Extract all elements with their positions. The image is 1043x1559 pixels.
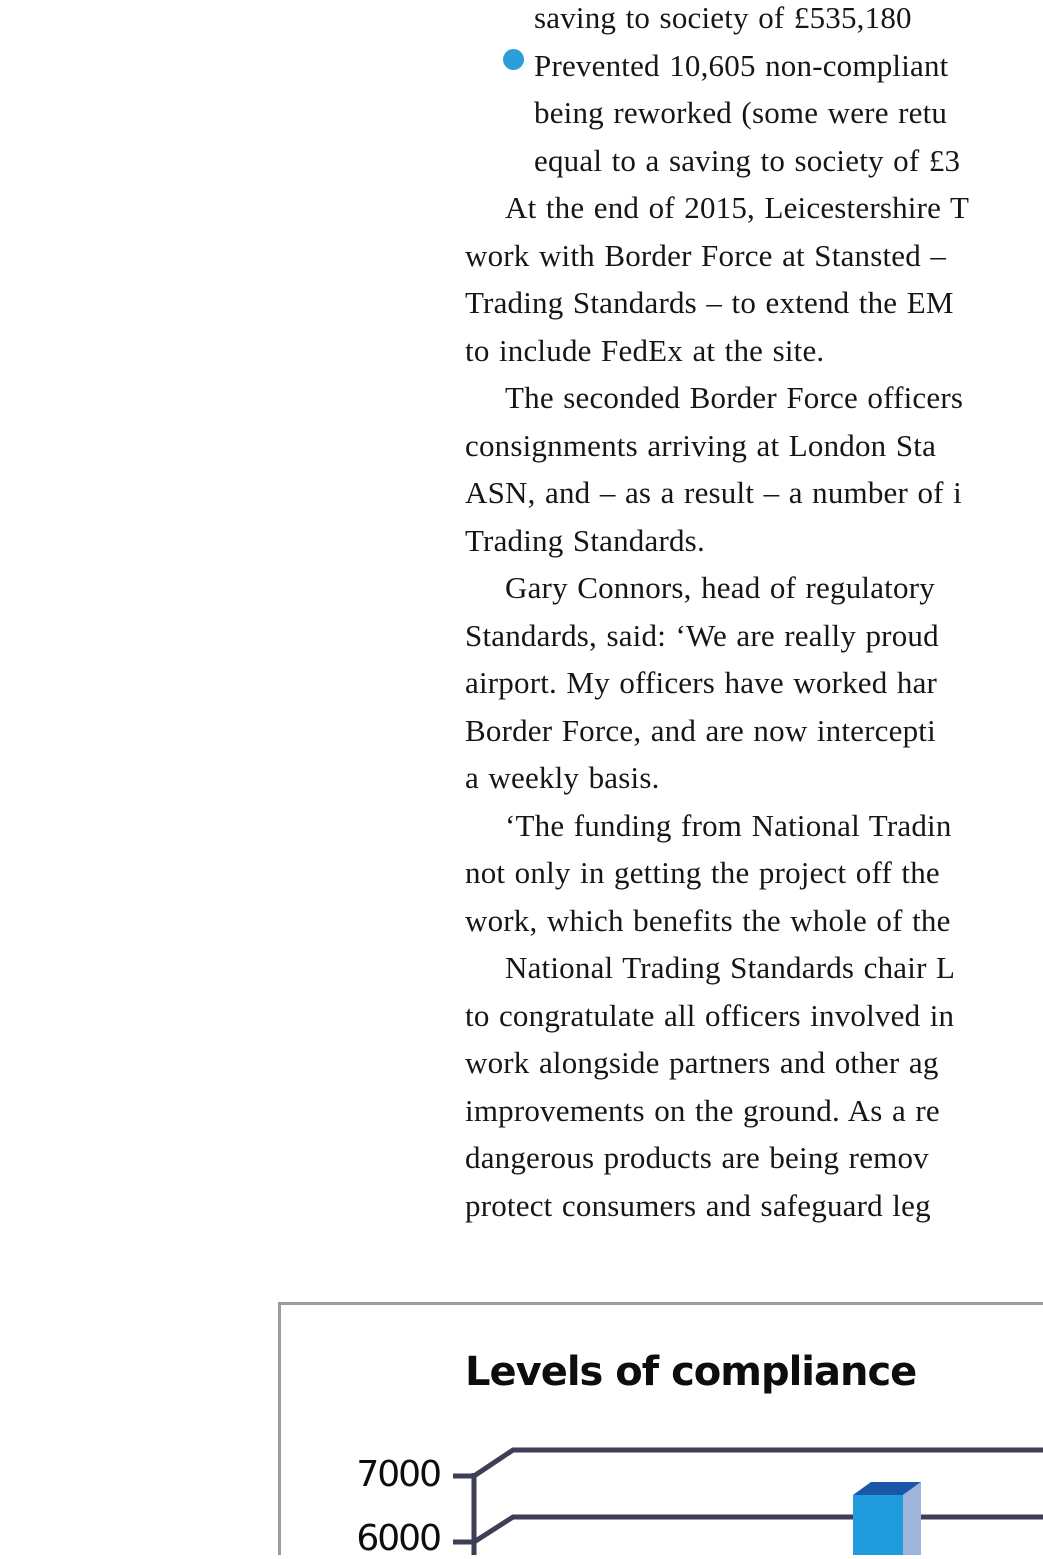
article-line: The seconded Border Force officers bbox=[505, 380, 964, 415]
article-line: equal to a saving to society of £3 bbox=[534, 143, 961, 178]
chart-gridlines bbox=[453, 1450, 1043, 1555]
article-line: a weekly basis. bbox=[465, 760, 660, 795]
article-line: protect consumers and safeguard leg bbox=[465, 1188, 931, 1223]
y-axis-label-7000: 7000 bbox=[356, 1454, 440, 1495]
compliance-chart-panel bbox=[278, 1302, 1043, 1559]
article-line: not only in getting the project off the bbox=[465, 855, 940, 890]
article-line: Standards, said: ‘We are really proud bbox=[465, 618, 939, 653]
article-line: Border Force, and are now intercepti bbox=[465, 713, 936, 748]
article-line: to include FedEx at the site. bbox=[465, 333, 825, 368]
article-line: ‘The funding from National Tradin bbox=[505, 808, 952, 843]
article-line: National Trading Standards chair L bbox=[505, 950, 956, 985]
article-line: Prevented 10,605 non-compliant bbox=[534, 48, 949, 83]
article-line: being reworked (some were retu bbox=[534, 95, 948, 130]
article-line: At the end of 2015, Leicestershire T bbox=[505, 190, 970, 225]
3d-bar-chart bbox=[281, 1305, 1043, 1555]
article-line: Trading Standards – to extend the EM bbox=[465, 285, 954, 320]
article-line: saving to society of £535,180 bbox=[534, 0, 912, 35]
article-line: improvements on the ground. As a re bbox=[465, 1093, 940, 1128]
article-line: consignments arriving at London Sta bbox=[465, 428, 937, 463]
bar-front-face bbox=[853, 1495, 903, 1555]
article-line: work, which benefits the whole of the bbox=[465, 903, 951, 938]
article-line: ASN, and – as a result – a number of i bbox=[465, 475, 962, 510]
chart-title: Levels of compliance bbox=[465, 1349, 917, 1395]
article-line: airport. My officers have worked har bbox=[465, 665, 938, 700]
article-line: work with Border Force at Stansted – bbox=[465, 238, 947, 273]
y-axis-label-6000: 6000 bbox=[356, 1518, 440, 1559]
article-line: work alongside partners and other ag bbox=[465, 1045, 939, 1080]
article-line: Trading Standards. bbox=[465, 523, 705, 558]
article-line: dangerous products are being remov bbox=[465, 1140, 929, 1175]
bar-column bbox=[853, 1482, 921, 1555]
article-line: Gary Connors, head of regulatory bbox=[505, 570, 935, 605]
bullet-icon bbox=[503, 49, 524, 70]
article-line: to congratulate all officers involved in bbox=[465, 998, 955, 1033]
